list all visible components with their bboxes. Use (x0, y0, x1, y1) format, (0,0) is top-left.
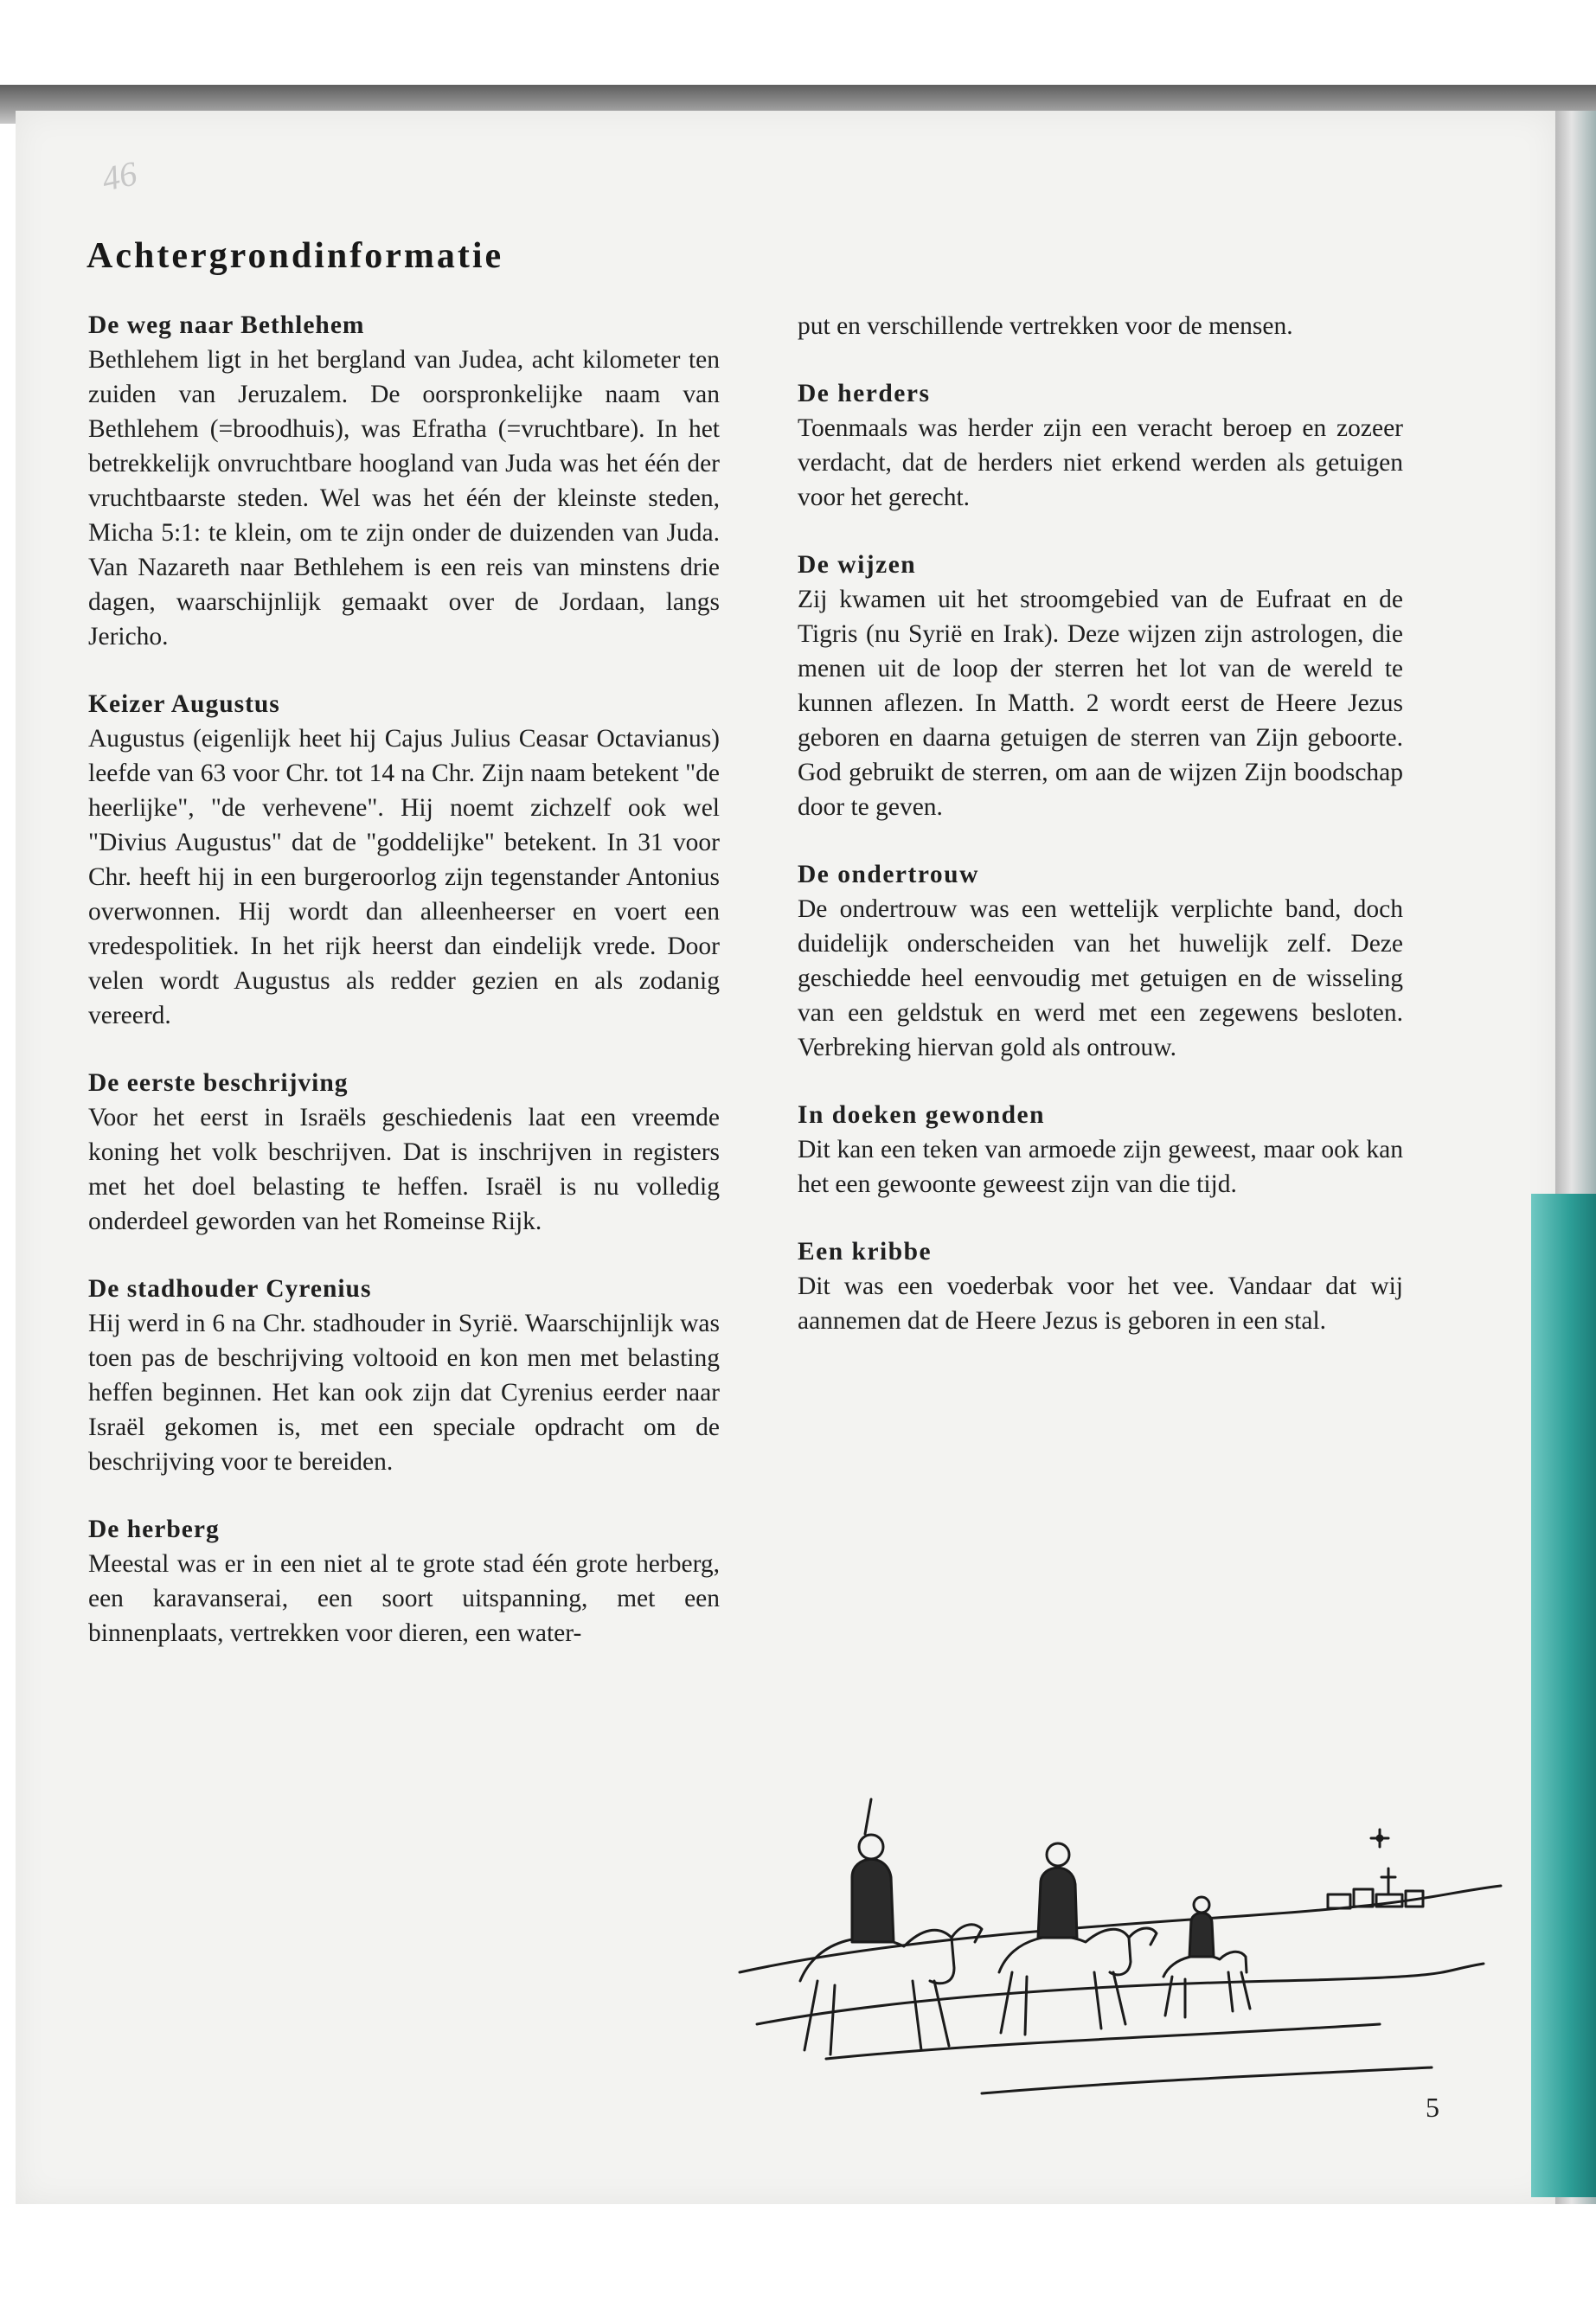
cover-tab (1531, 1194, 1596, 2197)
right-column (798, 309, 1403, 1371)
section-wijzen (798, 548, 1403, 824)
section-body: Zij kwamen uit het stroomgebied van de Eufraat en de Tigris (nu Syrië en Irak). Deze wijzen zijn astrologen, die menen uit de loop der sterren het lot van de wereld te kunnen aflezen. In Matth. 2 wordt eerst de Heere Jezus geboren en daarna getuigen de sterren van Zijn geboorte. God gebruikt de sterren, om aan de wijzen Zijn boodschap door te geven. (798, 586, 1403, 821)
section-herberg (88, 1512, 720, 1650)
section-body: Dit kan een teken van armoede zijn geweest, maar ook kan het een gewoonte geweest zijn van die tijd. (798, 1136, 1403, 1198)
section-body: De ondertrouw was een wettelijk verplichte band, doch duidelijk onderscheiden van het huwelijk zelf. Deze geschiedde heel eenvoudig met getuigen en de wisseling van een geldstuk en werd met een zegewens besloten. Verbreking hiervan gold als ontrouw. (798, 895, 1403, 1061)
handwritten-page-mark: 46 (98, 153, 141, 199)
section-body: Dit was een voederbak voor het vee. Vandaar dat wij aannemen dat de Heere Jezus is geboren in een stal. (798, 1272, 1403, 1335)
page-title: Achtergrondinformatie (87, 236, 504, 276)
section-eerste-beschrijving (88, 1066, 720, 1239)
bethlehem-town-icon (1328, 1868, 1423, 1908)
ground-line (757, 1964, 1484, 2024)
section-keizer-augustus (88, 687, 720, 1033)
section-kribbe (798, 1234, 1403, 1338)
camel-rider-icon (999, 1843, 1157, 2035)
star-icon (1371, 1830, 1388, 1847)
section-heading: De weg naar Bethlehem (88, 311, 365, 339)
section-heading: De stadhouder Cyrenius (88, 1275, 372, 1303)
section-heading: In doeken gewonden (798, 1101, 1046, 1129)
section-body: put en verschillende vertrekken voor de mensen. (798, 312, 1293, 340)
section-weg-naar-bethlehem (88, 308, 720, 654)
section-heading: De eerste beschrijving (88, 1069, 349, 1097)
section-heading: De herders (798, 380, 931, 407)
section-herberg-continued (798, 309, 1403, 343)
section-body: Augustus (eigenlijk heet hij Cajus Julius Ceasar Octavianus) leefde van 63 voor Chr. tot 14 na Chr. Zijn naam betekent "de heerlijke", "de verhevene". Hij noemt zichzelf ook wel "Divius Augustus" dat de "goddelijke" betekent. In 31 voor Chr. heeft hij in een burgeroorlog zijn tegenstander Antonius overwonnen. Hij wordt dan alleenheerser en voert een vredespolitiek. In het rijk heerst dan eindelijk vrede. Door velen wordt Augustus als redder gezien en als zodanig vereerd. (88, 725, 720, 1029)
section-heading: De ondertrouw (798, 861, 979, 888)
section-body: Hij werd in 6 na Chr. stadhouder in Syrië. Waarschijnlijk was toen pas de beschrijving voltooid en kon men met belasting heffen beginnen. Het kan ook zijn dat Cyrenius eerder naar Israël gekomen is, met een speciale opdracht om de beschrijving voor te bereiden. (88, 1310, 720, 1476)
section-heading: Keizer Augustus (88, 690, 280, 718)
section-ondertrouw (798, 857, 1403, 1065)
section-body: Bethlehem ligt in het bergland van Judea, acht kilometer ten zuiden van Jeruzalem. De oorspronkelijke naam van Bethlehem (=broodhuis), was Efratha (=vruchtbare). In het betrekkelijk onvruchtbare hoogland van Juda was het één der vruchtbaarste steden. Wel was het één der kleinste steden, Micha 5:1: te klein, om te zijn onder de duizenden van Juda. Van Nazareth naar Bethlehem is een reis van minstens drie dagen, waarschijnlijk gemaakt over de Jordaan, langs Jericho. (88, 346, 720, 651)
section-herders (798, 376, 1403, 515)
camel-caravan-illustration (722, 1765, 1509, 2111)
ground-line (826, 2024, 1380, 2059)
camel-rider-icon (800, 1799, 982, 2054)
ground-line (982, 2067, 1432, 2093)
section-stadhouder-cyrenius (88, 1272, 720, 1479)
section-body: Toenmaals was herder zijn een veracht beroep en zozeer verdacht, dat de herders niet erkend werden als getuigen voor het gerecht. (798, 414, 1403, 511)
section-heading: De herberg (88, 1516, 220, 1543)
section-in-doeken-gewonden (798, 1098, 1403, 1202)
section-heading: De wijzen (798, 551, 917, 579)
left-column (88, 308, 720, 1683)
section-heading: Een kribbe (798, 1238, 933, 1266)
page-number: 5 (1426, 2092, 1439, 2123)
section-body: Meestal was er in een niet al te grote stad één grote herberg, een karavanserai, een soort uitspanning, met een binnenplaats, vertrekken voor dieren, een water- (88, 1550, 720, 1647)
section-body: Voor het eerst in Israëls geschiedenis laat een vreemde koning het volk beschrijven. Dat is inschrijven in registers met het doel belasting te heffen. Israël is nu volledig onderdeel geworden van het Romeinse Rijk. (88, 1104, 720, 1235)
